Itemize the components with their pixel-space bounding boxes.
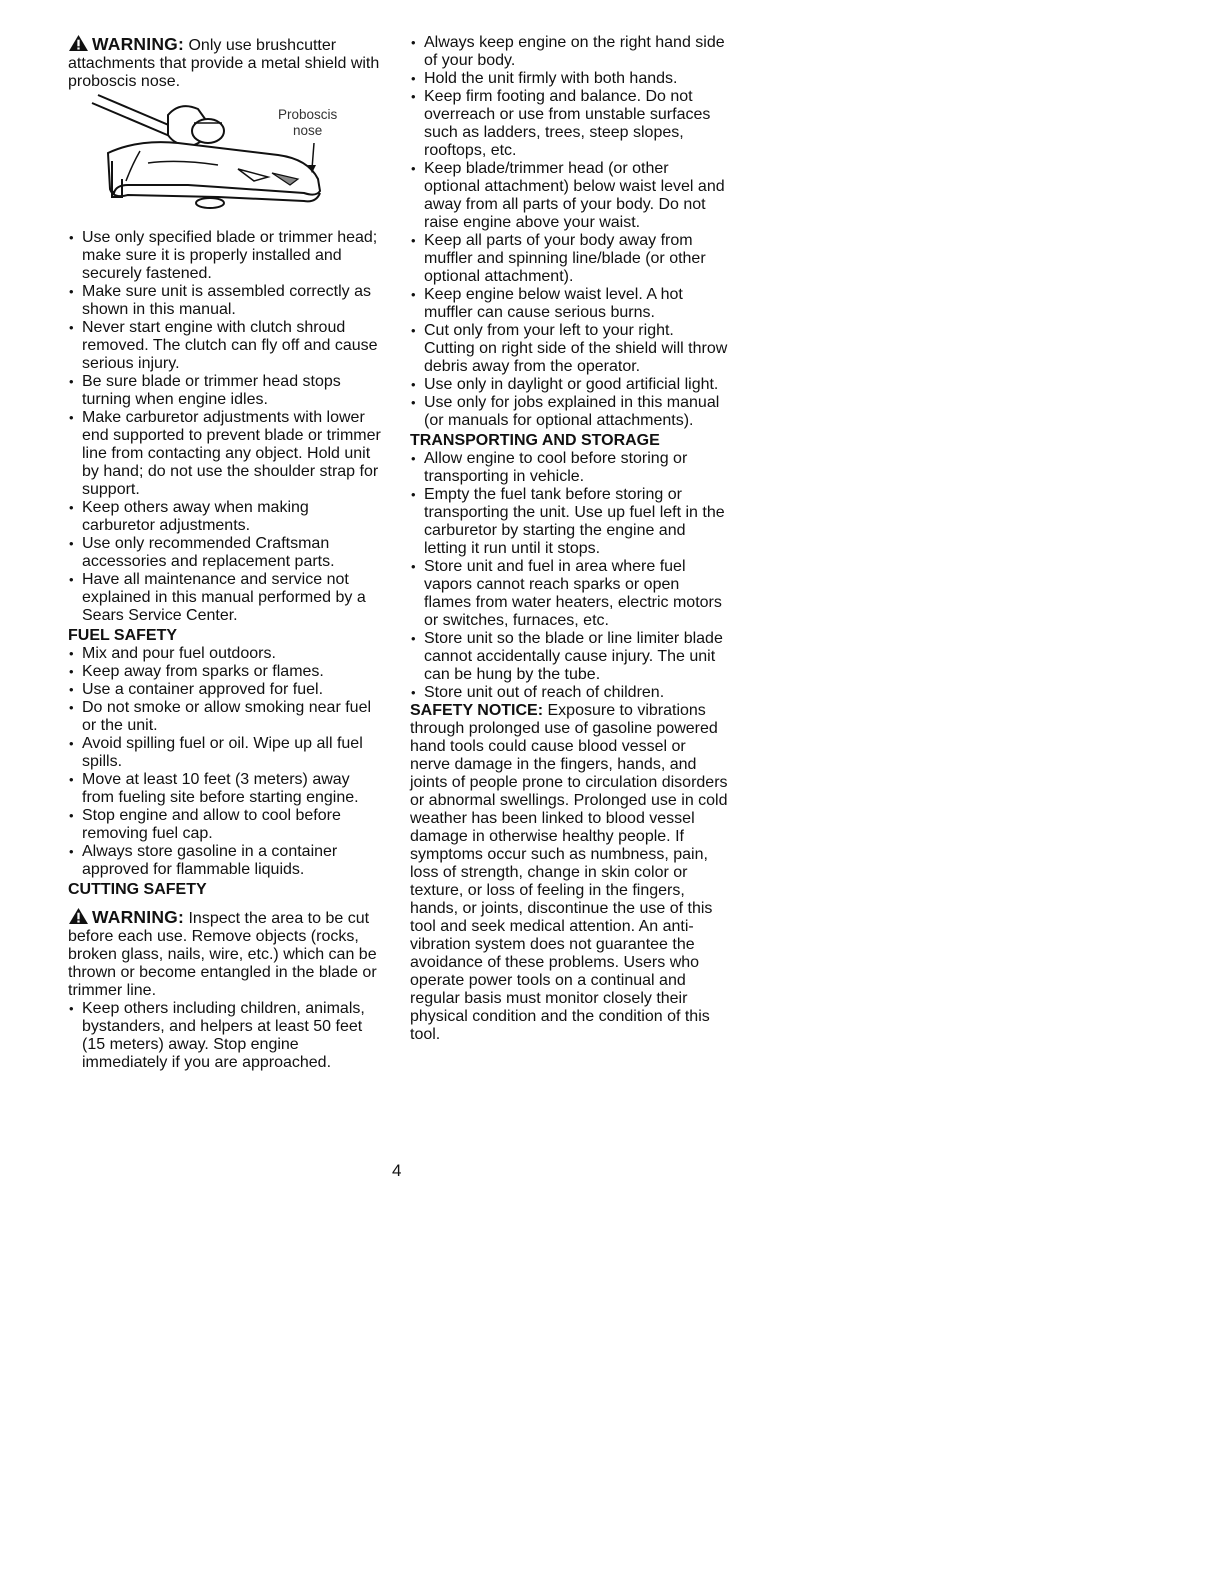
list-item: • Keep firm footing and balance. Do not overreach or use from unstable surfaces such as ladders, trees, steep slopes, rooftops, etc. — [410, 88, 728, 160]
cutting-safety-heading: CUTTING SAFETY — [68, 881, 207, 898]
list-item: • Move at least 10 feet (3 meters) away from fueling site before starting engine. — [68, 771, 386, 807]
list-item: • Always store gasoline in a container approved for flammable liquids. — [68, 843, 386, 879]
list-item: • Avoid spilling fuel or oil. Wipe up all fuel spills. — [68, 735, 386, 771]
callout-line-2: nose — [293, 123, 323, 138]
shield-figure — [68, 93, 386, 225]
list-item: • Mix and pour fuel outdoors. — [68, 645, 386, 663]
list-item: • Keep blade/trimmer head (or other optional attachment) below waist level and away from all parts of your body. Do not raise engine above your waist. — [410, 160, 728, 232]
list-item: • Never start engine with clutch shroud removed. The clutch can fly off and cause serious injury. — [68, 319, 386, 373]
list-item: • Use only in daylight or good artificial light. — [410, 376, 728, 394]
list-item: • Keep all parts of your body away from muffler and spinning line/blade (or other optional attachment). — [410, 232, 728, 286]
warning-label: WARNING: — [92, 907, 185, 927]
safety-notice — [410, 702, 728, 1044]
warning-label: WARNING: — [92, 34, 185, 54]
warning-triangle-icon — [68, 907, 89, 925]
list-item: • Cut only from your left to your right. Cutting on right side of the shield will throw debris away from the operator. — [410, 322, 728, 376]
cutting-warning — [68, 907, 386, 1000]
warning-text: Only use brushcutter attachments that provide a metal shield with proboscis nose. — [68, 37, 380, 90]
safety-notice-text: Exposure to vibrations through prolonged use of gasoline powered hand tools could cause blood vessel or nerve damage in the fingers, hands, and joints of people prone to circulation disorders or abnormal swellings. Prolonged use in cold weather has been linked to blood vessel damage in otherwise healthy people. If symptoms occur such as numbness, pain, loss of strength, change in skin color or texture, or loss of feeling in the fingers, hands, or joints, discontinue the use of this tool and seek medical attention. An anti-vibration system does not guarantee the avoidance of these problems. Users who operate power tools on a continual and regular basis must monitor closely their physical condition and the condition of this tool. — [410, 702, 728, 1043]
transport-storage-list — [410, 450, 728, 702]
list-item: • Use a container approved for fuel. — [68, 681, 386, 699]
proboscis-nose-callout — [278, 107, 337, 139]
list-item: • Keep engine below waist level. A hot muffler can cause serious burns. — [410, 286, 728, 322]
list-item: • Keep others away when making carburetor adjustments. — [68, 499, 386, 535]
callout-line-1: Proboscis — [278, 107, 338, 122]
list-item: • Always keep engine on the right hand side of your body. — [410, 34, 728, 70]
list-item: • Store unit out of reach of children. — [410, 684, 728, 702]
cutting-safety-list — [68, 1000, 386, 1072]
transport-storage-heading: TRANSPORTING AND STORAGE — [410, 432, 660, 449]
operating-safety-list — [410, 34, 728, 430]
brushcutter-warning — [68, 34, 386, 91]
list-item: • Make sure unit is assembled correctly as shown in this manual. — [68, 283, 386, 319]
list-item: • Have all maintenance and service not explained in this manual performed by a Sears Service Center. — [68, 571, 386, 625]
list-item: • Stop engine and allow to cool before removing fuel cap. — [68, 807, 386, 843]
list-item: • Hold the unit firmly with both hands. — [410, 70, 728, 88]
warning-triangle-icon — [68, 34, 89, 52]
safety-notice-label: SAFETY NOTICE: — [410, 702, 544, 719]
fuel-safety-heading: FUEL SAFETY — [68, 627, 178, 644]
warning-text: Inspect the area to be cut before each use. Remove objects (rocks, broken glass, nails, wire, etc.) which can be thrown or become entangled in the blade or trimmer line. — [68, 910, 377, 999]
list-item: • Be sure blade or trimmer head stops turning when engine idles. — [68, 373, 386, 409]
list-item: • Allow engine to cool before storing or transporting in vehicle. — [410, 450, 728, 486]
list-item: • Use only recommended Craftsman accessories and replacement parts. — [68, 535, 386, 571]
list-item: • Store unit so the blade or line limiter blade cannot accidentally cause injury. The unit can be hung by the tube. — [410, 630, 728, 684]
list-item: • Make carburetor adjustments with lower end supported to prevent blade or trimmer line from contacting any object. Hold unit by hand; do not use the shoulder strap for support. — [68, 409, 386, 499]
general-safety-list — [68, 229, 386, 625]
right-column — [410, 34, 728, 1044]
left-column — [68, 34, 386, 1072]
list-item: • Store unit and fuel in area where fuel vapors cannot reach sparks or open flames from water heaters, electric motors or switches, furnaces, etc. — [410, 558, 728, 630]
list-item: • Keep away from sparks or flames. — [68, 663, 386, 681]
list-item: • Empty the fuel tank before storing or transporting the unit. Use up fuel left in the carburetor by starting the engine and letting it run until it stops. — [410, 486, 728, 558]
page-number: 4 — [392, 1161, 402, 1180]
fuel-safety-list — [68, 645, 386, 879]
list-item: • Use only for jobs explained in this manual (or manuals for optional attachments). — [410, 394, 728, 430]
list-item: • Do not smoke or allow smoking near fuel or the unit. — [68, 699, 386, 735]
list-item: • Keep others including children, animals, bystanders, and helpers at least 50 feet (15 meters) away. Stop engine immediately if you are approached. — [68, 1000, 386, 1072]
list-item: • Use only specified blade or trimmer head; make sure it is properly installed and securely fastened. — [68, 229, 386, 283]
